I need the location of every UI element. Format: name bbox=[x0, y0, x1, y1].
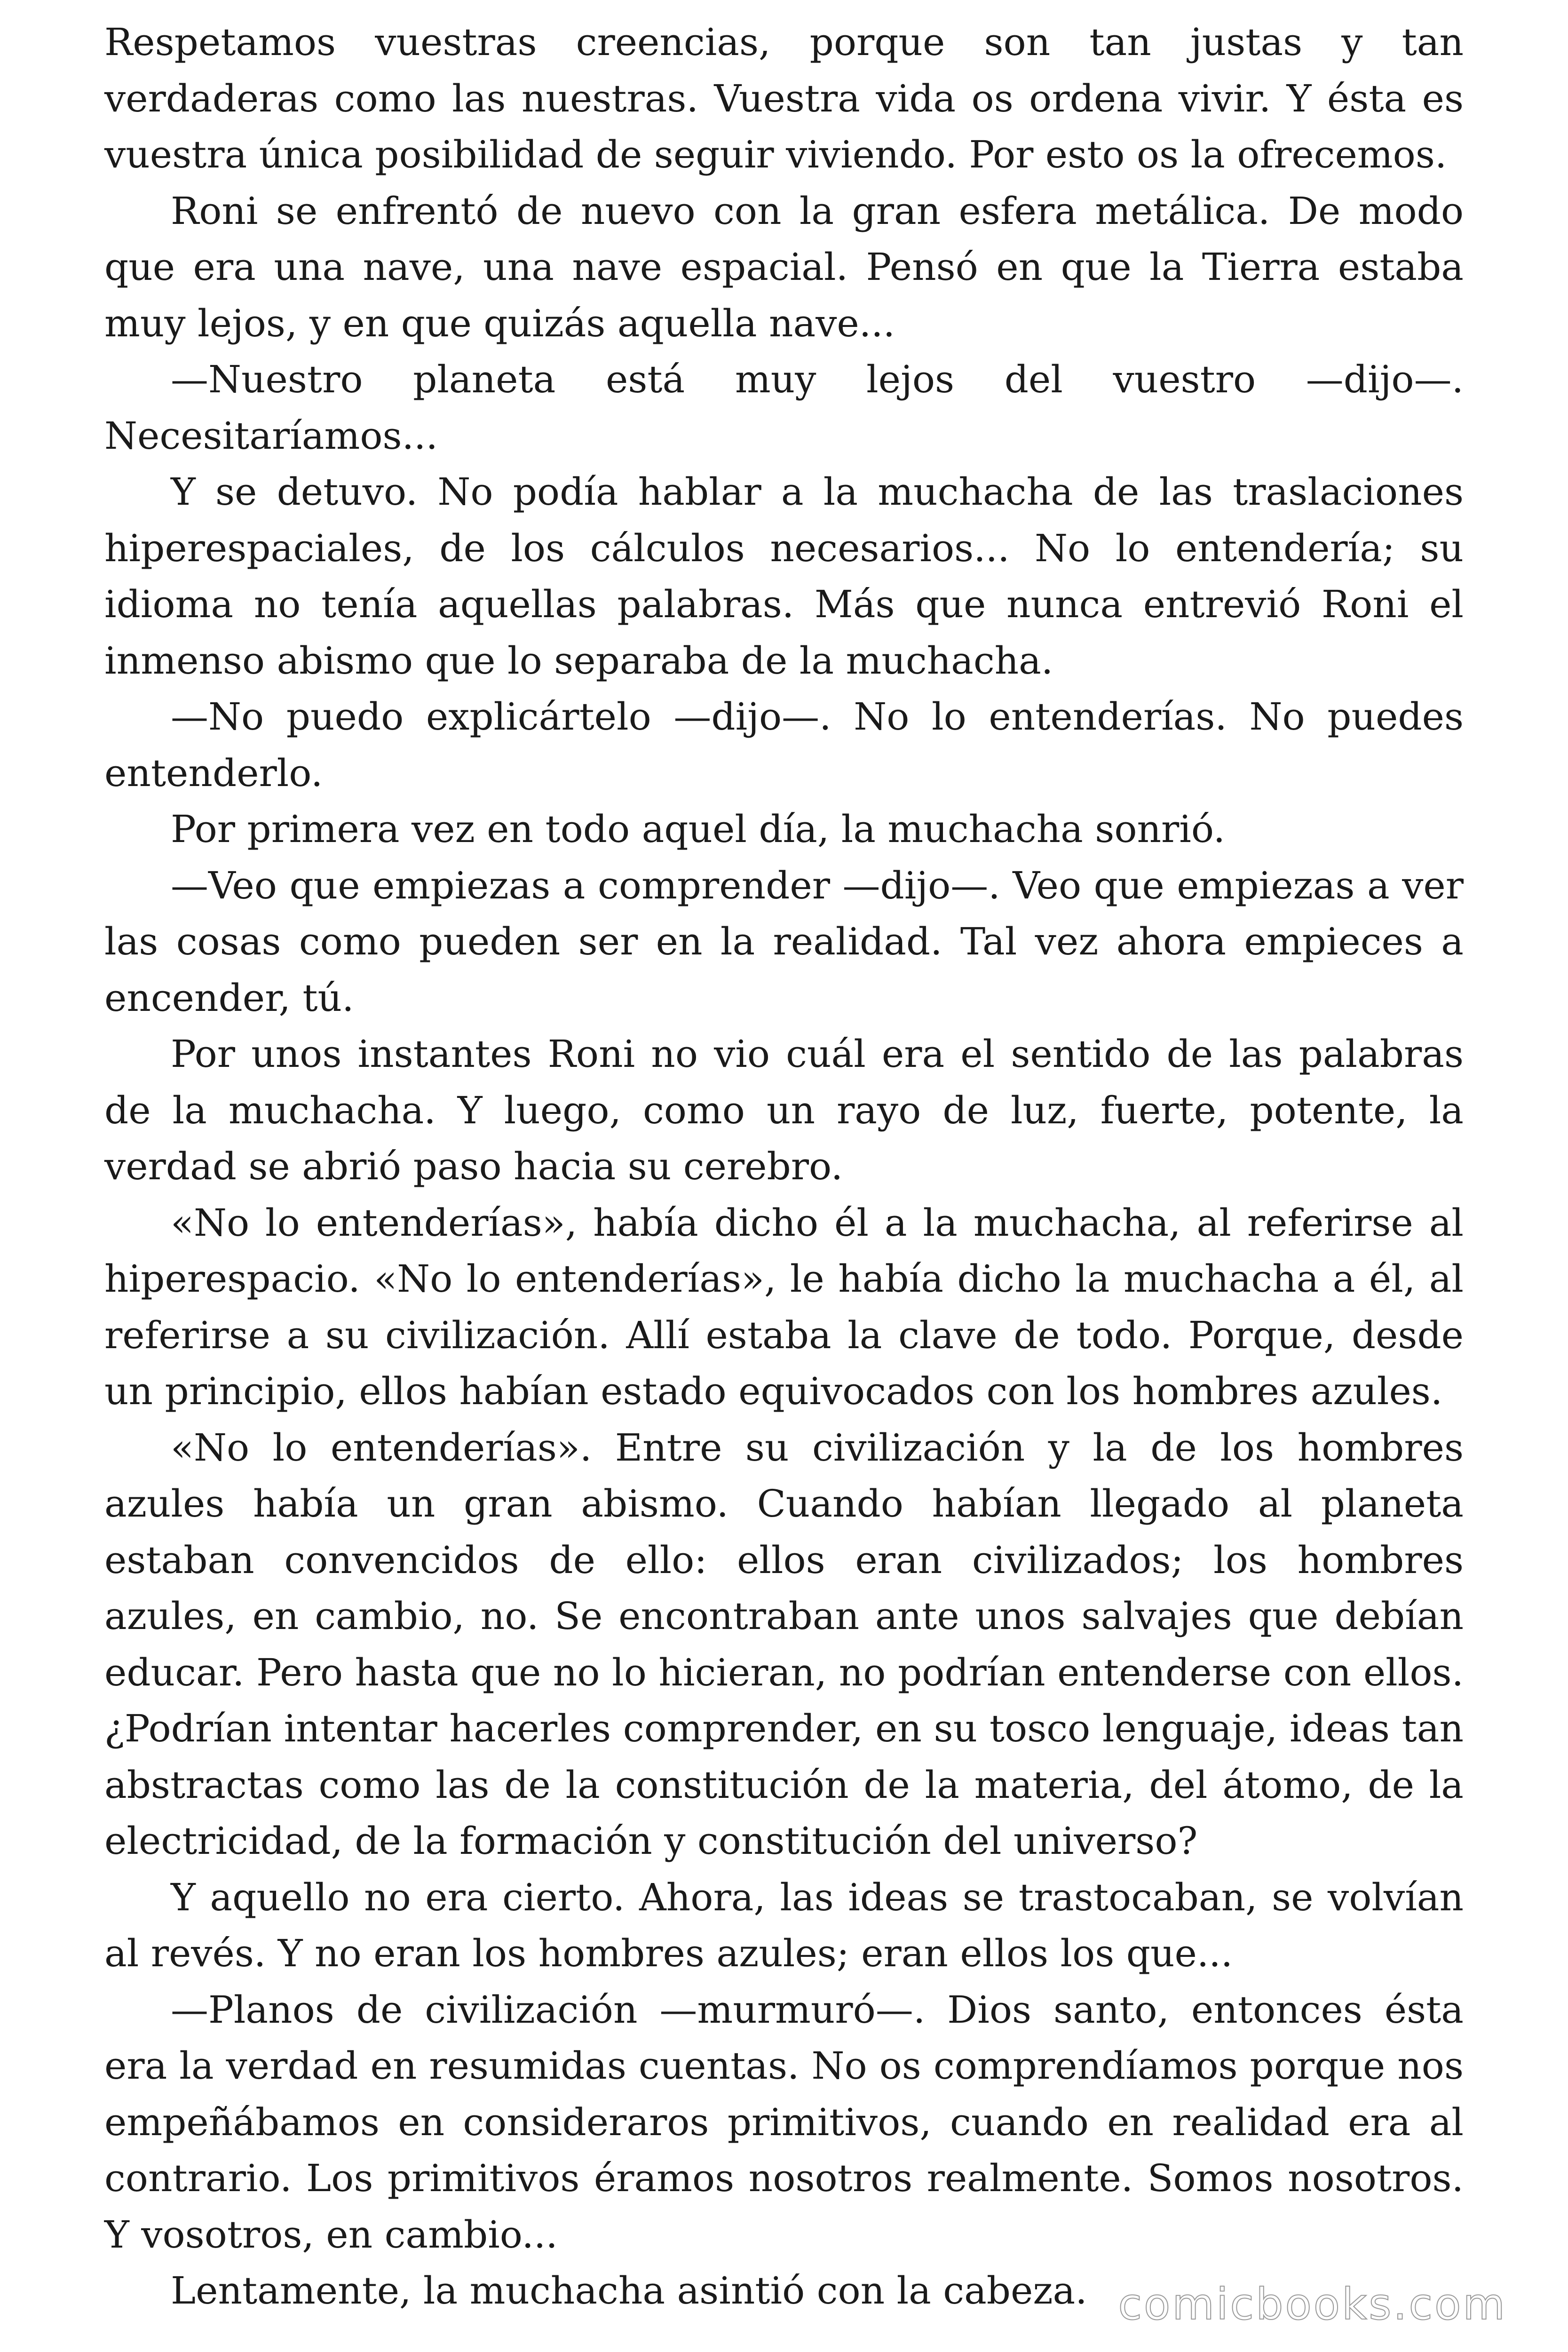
paragraph: Lentamente, la muchacha asintió con la cabeza. bbox=[171, 2269, 1087, 2312]
paragraph: —Veo que empiezas a comprender —dijo—. Veo que empiezas a ver las cosas como pueden ser en la realidad. Tal vez ahora empieces a encender, tú. bbox=[104, 863, 1464, 1020]
paragraph: —Nuestro planeta está muy lejos del vuestro —dijo—. Necesitaríamos... bbox=[104, 358, 1464, 458]
paragraph: Por primera vez en todo aquel día, la muchacha sonrió. bbox=[171, 807, 1226, 851]
paragraph: Respetamos vuestras creencias, porque son tan justas y tan verdaderas como las nuestras. Vuestra vida os ordena vivir. Y ésta es vuestra única posibilidad de seguir viviendo. Por esto os la ofrecemos. bbox=[104, 20, 1464, 176]
paragraph: «No lo entenderías», había dicho él a la muchacha, al referirse al hiperespacio. «No lo entenderías», le había dicho la muchacha a él, al referirse a su civilización. Allí estaba la clave de todo. Porque, desde un principio, ellos habían estado equivocados con los hombres azules. bbox=[104, 1200, 1464, 1413]
paragraph: Y se detuvo. No podía hablar a la muchacha de las traslaciones hiperespaciales, de los cálculos necesarios... No lo entendería; su idioma no tenía aquellas palabras. Más que nunca entrevió Roni el inmenso abismo que lo separaba de la muchacha. bbox=[104, 470, 1464, 683]
paragraph: Por unos instantes Roni no vio cuál era el sentido de las palabras de la muchacha. Y luego, como un rayo de luz, fuerte, potente, la verdad se abrió paso hacia su cerebro. bbox=[104, 1032, 1464, 1188]
paragraph: —No puedo explicártelo —dijo—. No lo entenderías. No puedes entenderlo. bbox=[104, 695, 1464, 795]
watermark: comicbooks.com bbox=[1118, 2279, 1507, 2329]
paragraph: —Planos de civilización —murmuró—. Dios santo, entonces ésta era la verdad en resumidas cuentas. No os comprendíamos porque nos empeñábamos en consideraros primitivos, cuando en realidad era al contrario. Los primitivos éramos nosotros realmente. Somos nosotros. Y vosotros, en cambio... bbox=[104, 1987, 1464, 2257]
paragraph: Y aquello no era cierto. Ahora, las ideas se trastocaban, se volvían al revés. Y no eran los hombres azules; eran ellos los que... bbox=[104, 1875, 1464, 1975]
page-body bbox=[104, 14, 1464, 2319]
paragraph: Roni se enfrentó de nuevo con la gran esfera metálica. De modo que era una nave, una nave espacial. Pensó en que la Tierra estaba muy lejos, y en que quizás aquella nave... bbox=[104, 189, 1464, 345]
paragraph: «No lo entenderías». Entre su civilización y la de los hombres azules había un gran abismo. Cuando habían llegado al planeta estaban convencidos de ello: ellos eran civilizados; los hombres azules, en cambio, no. Se encontraban ante unos salvajes que debían educar. Pero hasta que no lo hicieran, no podrían entenderse con ellos. ¿Podrían intentar hacerles comprender, en su tosco lenguaje, ideas tan abstractas como las de la constitución de la materia, del átomo, de la electricidad, de la formación y constitución del universo? bbox=[104, 1425, 1464, 1863]
